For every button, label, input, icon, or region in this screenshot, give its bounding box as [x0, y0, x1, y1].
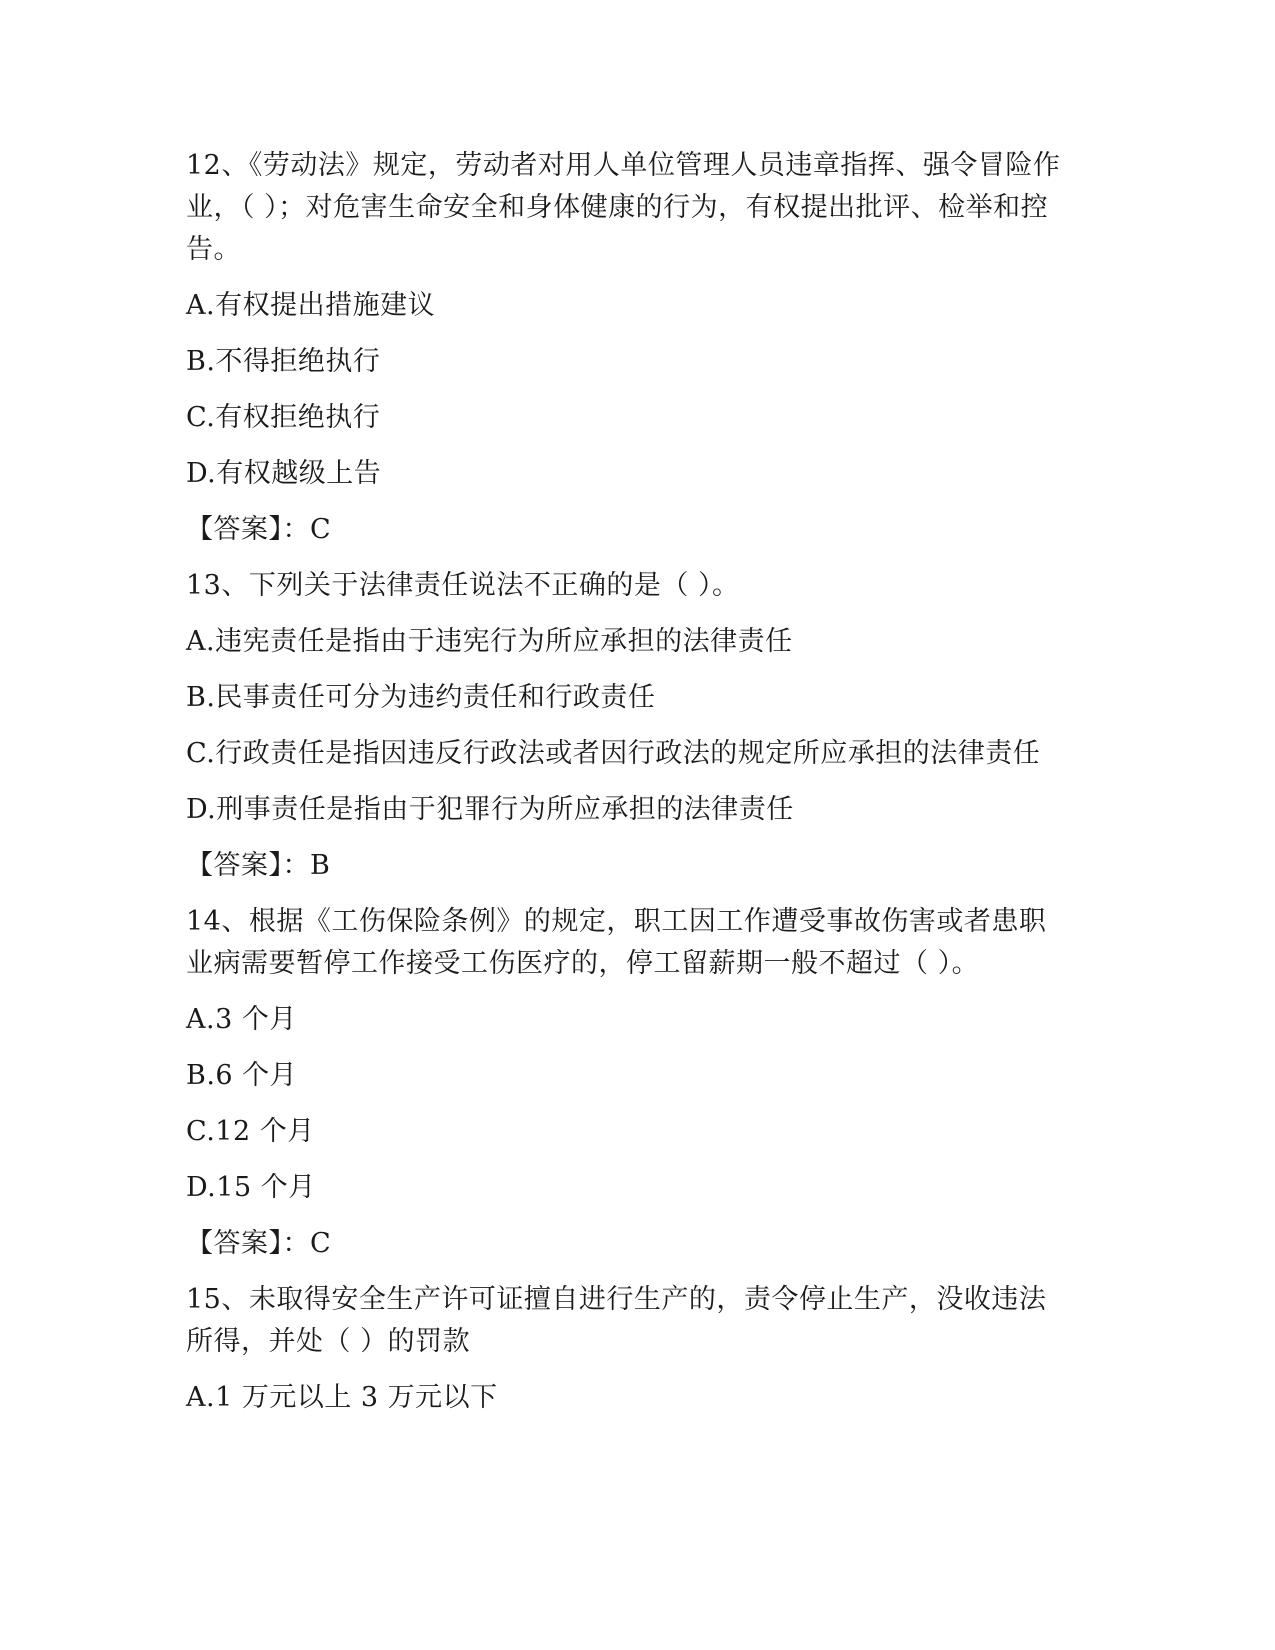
question-14-option-a: A.3 个月: [186, 1004, 297, 1035]
question-12-option-c: C.有权拒绝执行: [186, 402, 381, 433]
question-13-stem: 13、下列关于法律责任说法不正确的是（ ）。: [186, 570, 740, 601]
question-13-option-a: A.违宪责任是指由于违宪行为所应承担的法律责任: [186, 626, 793, 657]
question-13-option-c: C.行政责任是指因违反行政法或者因行政法的规定所应承担的法律责任: [186, 738, 1041, 769]
question-12-stem: 12、《劳动法》规定，劳动者对用人单位管理人员违章指挥、强令冒险作业，（ ）；对危害生命安全和身体健康的行为，有权提出批评、检举和控告。: [186, 150, 1061, 265]
question-14-option-c: C.12 个月: [186, 1116, 315, 1147]
question-13-option-d: D.刑事责任是指由于犯罪行为所应承担的法律责任: [186, 794, 794, 825]
question-14-option-b: B.6 个月: [186, 1060, 298, 1091]
question-14-stem: 14、根据《工伤保险条例》的规定，职工因工作遭受事故伤害或者患职业病需要暂停工作接受工伤医疗的，停工留薪期一般不超过（ ）。: [186, 906, 1047, 979]
question-12-option-d: D.有权越级上告: [186, 458, 382, 489]
question-13-answer: 【答案】：B: [186, 850, 331, 881]
question-15-option-a: A.1 万元以上 3 万元以下: [186, 1382, 498, 1413]
question-12-answer: 【答案】：C: [186, 514, 332, 545]
question-12-option-a: A.有权提出措施建议: [186, 290, 436, 321]
question-15-stem: 15、未取得安全生产许可证擅自进行生产的，责令停止生产，没收违法所得，并处（ ）的罚款: [186, 1284, 1047, 1357]
question-14-option-d: D.15 个月: [186, 1172, 316, 1203]
question-list: [186, 145, 1066, 1433]
question-12-option-b: B.不得拒绝执行: [186, 346, 381, 377]
question-14-answer: 【答案】：C: [186, 1228, 332, 1259]
question-13-option-b: B.民事责任可分为违约责任和行政责任: [186, 682, 656, 713]
